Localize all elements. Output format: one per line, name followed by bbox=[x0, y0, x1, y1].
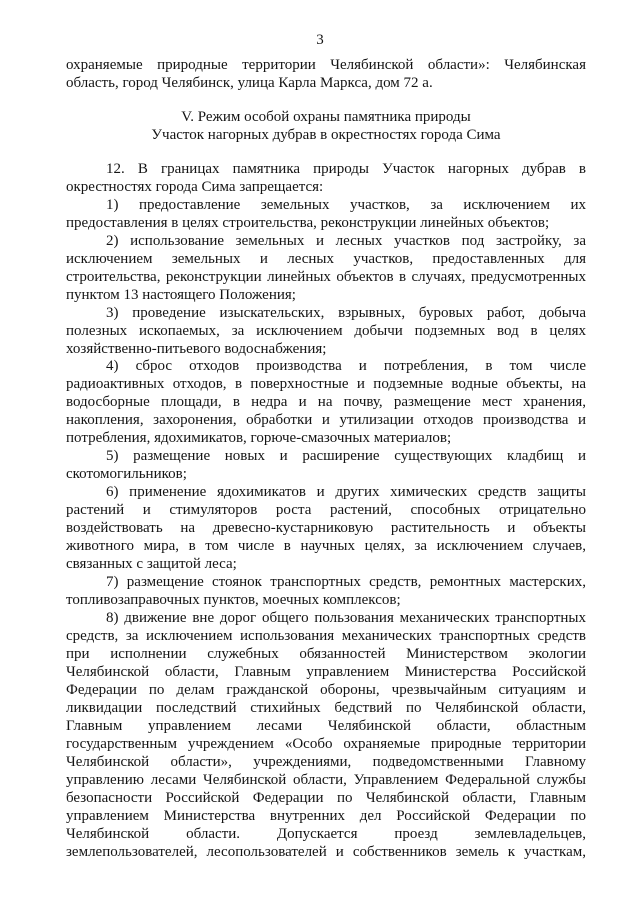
text-line: 5) размещение новых и расширение существующих кладбищ и bbox=[106, 448, 586, 464]
text-line: Главным управлением лесами Челябинской области, областным bbox=[66, 718, 586, 734]
text-line: 1) предоставление земельных участков, за исключением их bbox=[106, 197, 586, 213]
text-line: безопасности Российской Федерации по Челябинской области, Главным bbox=[66, 790, 586, 806]
page-number: 3 bbox=[316, 32, 324, 48]
text-line: радиоактивных отходов, в поверхностные и подземные водные объекты, на bbox=[66, 376, 586, 392]
text-line: 2) использование земельных и лесных участков под застройку, за bbox=[106, 233, 586, 249]
text-line: связанных с защитой леса; bbox=[66, 556, 237, 572]
section-heading-line: V. Режим особой охраны памятника природы bbox=[181, 109, 471, 125]
text-line: Челябинской области. Допускается проезд землевладельцев, bbox=[66, 826, 586, 842]
text-line: управлению лесами Челябинской области, Управлением Федеральной службы bbox=[66, 772, 586, 788]
text-line: окрестностях города Сима запрещается: bbox=[66, 179, 324, 195]
text-line: скотомогильников; bbox=[66, 466, 187, 482]
text-line: Челябинской области», учреждениями, подведомственными Главному bbox=[66, 754, 586, 770]
text-line: 7) размещение стоянок транспортных средств, ремонтных мастерских, bbox=[106, 574, 586, 590]
text-line: средств, за исключением использования механических транспортных средств bbox=[66, 628, 586, 644]
text-line: накопления, захоронения, обработки и утилизации отходов производства и bbox=[66, 412, 586, 428]
text-line: исключением земельных и лесных участков, предоставленных для bbox=[66, 251, 586, 267]
text-line: полезных ископаемых, за исключением добычи подземных вод в целях bbox=[66, 323, 586, 339]
text-line: землепользователей, лесопользователей и собственников земель к участкам, bbox=[66, 844, 586, 860]
text-line: водосборные площади, в недра и на почву, размещение мест хранения, bbox=[66, 394, 586, 410]
text-line: управлением Министерства внутренних дел Российской Федерации по bbox=[66, 808, 586, 824]
text-line: охраняемые природные территории Челябинской области»: Челябинская bbox=[66, 57, 586, 73]
text-line: при исполнении служебных обязанностей Министерством экологии bbox=[66, 646, 586, 662]
text-line: строительства, реконструкции линейных объектов в случаях, предусмотренных bbox=[66, 269, 586, 285]
text-line: 8) движение вне дорог общего пользования механических транспортных bbox=[106, 610, 586, 626]
text-line: топливозаправочных пунктов, моечных комплексов; bbox=[66, 592, 401, 608]
text-line: ликвидации последствий стихийных бедствий по Челябинской области, bbox=[66, 700, 586, 716]
text-line: государственным учреждением «Особо охраняемые природные территории bbox=[66, 736, 586, 752]
text-line: пунктом 13 настоящего Положения; bbox=[66, 287, 296, 303]
text-line: растений и стимуляторов роста растений, способных отрицательно bbox=[66, 502, 586, 518]
text-line: 12. В границах памятника природы Участок нагорных дубрав в bbox=[106, 161, 586, 177]
text-line: воздействовать на древесно-кустарниковую растительность и объекты bbox=[66, 520, 586, 536]
text-line: Челябинской области, Главным управлением Министерства Российской bbox=[66, 664, 586, 680]
text-line: 3) проведение изыскательских, взрывных, буровых работ, добыча bbox=[106, 305, 586, 321]
text-line: хозяйственно-питьевого водоснабжения; bbox=[66, 341, 327, 357]
text-line: животного мира, в том числе в научных целях, за исключением случаев, bbox=[66, 538, 586, 554]
text-line: 4) сброс отходов производства и потребления, в том числе bbox=[106, 358, 586, 374]
text-line: 6) применение ядохимикатов и других химических средств защиты bbox=[106, 484, 586, 500]
text-line: потребления, ядохимикатов, горюче-смазочных материалов; bbox=[66, 430, 452, 446]
text-line: предоставления в целях строительства, реконструкции линейных объектов; bbox=[66, 215, 550, 231]
text-line: область, город Челябинск, улица Карла Маркса, дом 72 а. bbox=[66, 75, 433, 91]
section-heading-line: Участок нагорных дубрав в окрестностях города Сима bbox=[151, 127, 501, 143]
text-line: Федерации по делам гражданской обороны, чрезвычайным ситуациям и bbox=[66, 682, 586, 698]
